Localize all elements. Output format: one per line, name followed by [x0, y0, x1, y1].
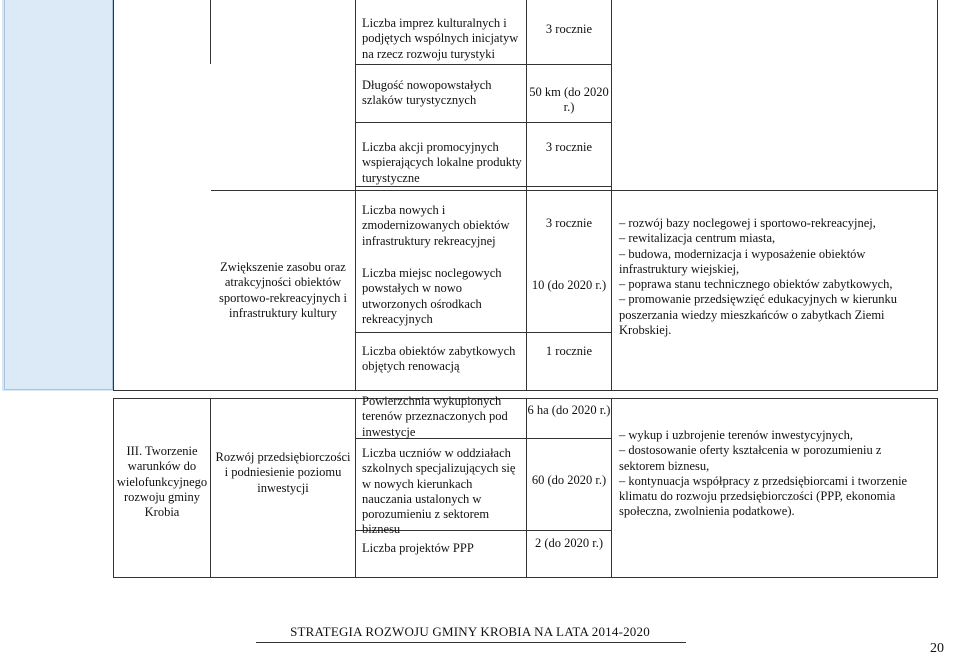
action-item: – kontynuacja współpracy z przedsiębiorcami i tworzenie klimatu do rozwoju przedsiębiorczości (PPP, ekonomia społeczna, zwolnienia podatkowe). — [619, 473, 908, 519]
target-cell: 50 km (do 2020 r.) — [529, 85, 609, 115]
indicator-cell: Powierzchnia wykupionych terenów przeznaczonych pod inwestycje — [362, 394, 508, 439]
action-item: – dostosowanie oferty kształcenia w porozumieniu z sektorem biznesu, — [619, 443, 882, 473]
table-rule — [210, 0, 211, 64]
table-rule — [611, 0, 612, 390]
target-cell: 60 (do 2020 r.) — [531, 473, 607, 487]
table-rule — [937, 398, 938, 578]
indicator-cell: Liczba imprez kulturalnych i podjętych wspólnych inicjatyw na rzecz rozwoju turystyki — [362, 16, 519, 61]
target-cell: 3 rocznie — [545, 22, 593, 36]
area-column-inner — [4, 0, 113, 390]
objective-cell: Zwiększenie zasobu oraz atrakcyjności obiektów sportowo-rekreacyjnych i infrastruktury kultury — [218, 260, 348, 320]
table-rule — [356, 64, 611, 65]
target-cell: 3 rocznie — [545, 216, 593, 230]
table-rule — [355, 398, 356, 578]
indicator-cell: Liczba projektów PPP — [362, 541, 474, 555]
table-rule — [356, 122, 611, 123]
actions-cell — [619, 428, 909, 520]
action-item: – promowanie przedsięwzięć edukacyjnych w kierunku poszerzania wiedzy mieszkańców o zabytkach Ziemi Krobskiej. — [619, 292, 898, 337]
target-cell: 6 ha (do 2020 r.) — [527, 403, 611, 417]
target-cell: 2 (do 2020 r.) — [534, 536, 604, 550]
indicator-cell: Liczba nowych i zmodernizowanych obiektów infrastruktury rekreacyjnej — [362, 203, 510, 248]
target-cell: 3 rocznie — [545, 140, 593, 154]
indicator-cell: Liczba akcji promocyjnych wspierających lokalne produkty turystyczne — [362, 140, 522, 185]
target-cell: 10 (do 2020 r.) — [531, 278, 607, 292]
action-item: – poprawa stanu technicznego obiektów zabytkowych, — [619, 277, 893, 291]
table-rule — [113, 0, 114, 390]
strategic-area-cell: III. Tworzenie warunków do wielofunkcyjnego rozwoju gminy Krobia — [116, 444, 208, 519]
table-rule — [356, 186, 611, 187]
table-rule — [210, 398, 211, 578]
indicator-cell: Liczba uczniów w oddziałach szkolnych specjalizujących się w nowych kierunkach nauczania ustalonych w porozumieniu z sektorem biznesu — [362, 446, 516, 537]
table-rule — [937, 0, 938, 390]
action-item: – rozwój bazy noclegowej i sportowo-rekreacyjnej, — [619, 216, 876, 230]
table-rule — [113, 398, 114, 578]
table-rule — [113, 390, 938, 391]
table-rule — [356, 332, 611, 333]
indicator-cell: Długość nowopowstałych szlaków turystycznych — [362, 78, 492, 108]
action-item: – rewitalizacja centrum miasta, — [619, 231, 776, 246]
target-cell: 1 rocznie — [545, 344, 593, 358]
actions-cell — [619, 216, 931, 338]
indicator-cell: Liczba miejsc noclegowych powstałych w nowo utworzonych ośrodkach rekreacyjnych — [362, 266, 502, 326]
footer-rule — [256, 642, 686, 643]
action-item: – wykup i uzbrojenie terenów inwestycyjnych, — [619, 428, 853, 442]
footer-title: STRATEGIA ROZWOJU GMINY KROBIA NA LATA 2014-2020 — [290, 624, 650, 639]
objective-cell: Rozwój przedsiębiorczości i podniesienie poziomu inwestycji — [215, 450, 351, 495]
action-item: – budowa, modernizacja i wyposażenie obiektów infrastruktury wiejskiej, — [619, 246, 866, 276]
table-rule — [611, 398, 612, 578]
table-rule — [211, 190, 938, 191]
page-number: 20 — [930, 641, 944, 656]
indicator-cell: Liczba obiektów zabytkowych objętych renowacją — [362, 344, 516, 374]
